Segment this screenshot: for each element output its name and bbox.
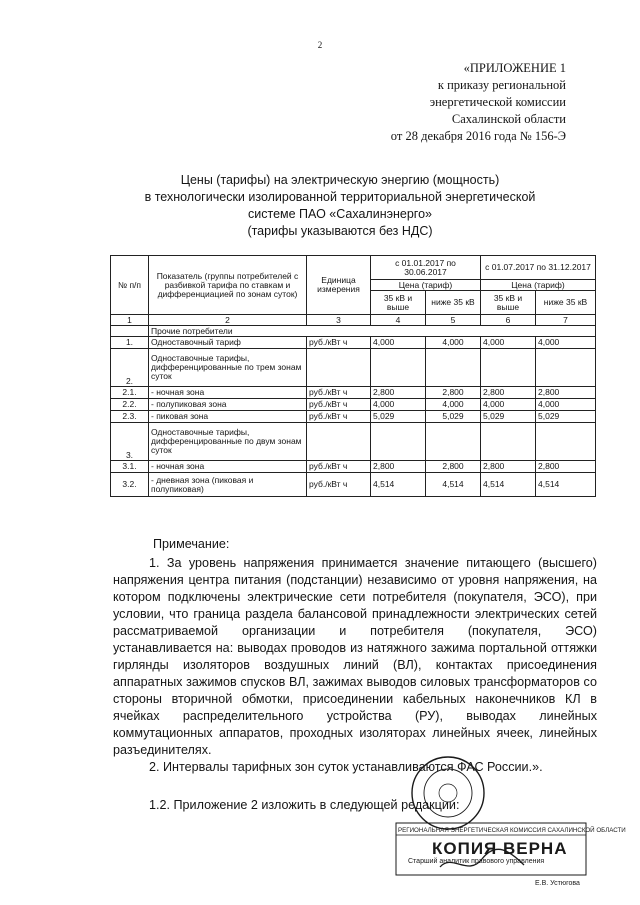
seal-outer-ring [412, 757, 484, 829]
table-row: 3. Одноставочные тарифы, дифференцированные по двум зонам суток [111, 423, 596, 461]
table-row: 3.1. - ночная зона руб./кВт ч 2,800 2,800 2,800 2,800 [111, 461, 596, 473]
title-line: в технологически изолированной территориальной энергетической [144, 190, 536, 204]
table-row: 3.2. - дневная зона (пиковая и полупиковая) руб./кВт ч 4,514 4,514 4,514 4,514 [111, 473, 596, 497]
table-row: 1. Одноставочный тариф руб./кВт ч 4,000 4,000 4,000 4,000 [111, 337, 596, 349]
row-other-consumers: Прочие потребители [149, 326, 596, 337]
col-number: 7 [536, 315, 596, 326]
stamp-signatory: Е.В. Устюгова [535, 880, 580, 887]
stamp-role: Старший аналитик правового управления [408, 858, 545, 865]
header-price-2: Цена (тариф) [481, 280, 596, 291]
col-number: 5 [426, 315, 481, 326]
header-num: № п/п [111, 256, 149, 315]
appendix-line: Сахалинской области [451, 112, 566, 126]
title-line: Цены (тарифы) на электрическую энергию (мощность) [180, 173, 500, 187]
appendix-line: к приказу региональной [437, 78, 566, 92]
tariff-table [110, 255, 596, 497]
table-row: 2.1. - ночная зона руб./кВт ч 2,800 2,800 2,800 2,800 [111, 387, 596, 399]
appendix-header [306, 60, 566, 145]
seal-inner-ring [424, 769, 472, 817]
col-number: 6 [481, 315, 536, 326]
stamp-copy-title: КОПИЯ ВЕРНА [432, 839, 568, 858]
col-number: 3 [307, 315, 371, 326]
table-row: 2. Одноставочные тарифы, дифференцированные по трем зонам суток [111, 349, 596, 387]
note-2: 2. Интервалы тарифных зон суток устанавливаются ФАС России.». [149, 760, 543, 774]
seal-center [439, 784, 457, 802]
appendix-line: «ПРИЛОЖЕНИЕ 1 [463, 61, 566, 75]
stamp-organization: РЕГИОНАЛЬНАЯ ЭНЕРГЕТИЧЕСКАЯ КОМИССИЯ САХАЛИНСКОЙ ОБЛАСТИ [398, 827, 626, 834]
header-voltage-below-2: ниже 35 кВ [536, 291, 596, 315]
header-period-1: с 01.01.2017 по 30.06.2017 [371, 256, 481, 280]
page-number: 2 [317, 40, 323, 50]
col-number: 2 [149, 315, 307, 326]
document-title [80, 172, 600, 240]
appendix-line: от 28 декабря 2016 года № 156-Э [390, 129, 566, 143]
col-number: 4 [371, 315, 426, 326]
col-number: 1 [111, 315, 149, 326]
appendix-line: энергетической комиссии [429, 95, 566, 109]
header-voltage-above-1: 35 кВ и выше [371, 291, 426, 315]
title-line: (тарифы указываются без НДС) [247, 224, 433, 238]
table-row: 2.2. - полупиковая зона руб./кВт ч 4,000 4,000 4,000 4,000 [111, 399, 596, 411]
header-voltage-below-1: ниже 35 кВ [426, 291, 481, 315]
notes-heading: Примечание: [153, 537, 230, 551]
header-period-2: с 01.07.2017 по 31.12.2017 [481, 256, 596, 280]
title-line: системе ПАО «Сахалинэнерго» [248, 207, 432, 221]
table-row: 2.3. - пиковая зона руб./кВт ч 5,029 5,029 5,029 5,029 [111, 411, 596, 423]
header-price-1: Цена (тариф) [371, 280, 481, 291]
header-voltage-above-2: 35 кВ и выше [481, 291, 536, 315]
header-indicator: Показатель (группы потребителей с разбивкой тарифа по ставкам и дифференциацией по зонам суток) [149, 256, 307, 315]
note-1: 1. За уровень напряжения принимается значение питающего (высшего) напряжения центра питания (подстанции) независимо от уровня напряжения, на котором подключены электрические сети потребителя (покупателя, ЭСО), при условии, что граница раздела балансовой принадлежности электрических сетей рассматриваемой организации и потребителя (покупателя, ЭСО) устанавливается на: выводах проводов из натяжного зажима портальной оттяжки гирлянды изоляторов воздушных линий (ВЛ), контактах присоединения аппаратных зажимов спусков ВЛ, зажимах выводов силовых трансформаторов со стороны вторичной обмотки, присоединении кабельных наконечников КЛ в ячейках распределительного устройства (РУ), выводах линейных коммутационных аппаратов, проходных изоляторах линейных ячеек, линейных разъединителях. [113, 556, 597, 757]
clause-1-2: 1.2. Приложение 2 изложить в следующей редакции: [149, 798, 460, 812]
header-unit: Единица измерения [307, 256, 371, 315]
